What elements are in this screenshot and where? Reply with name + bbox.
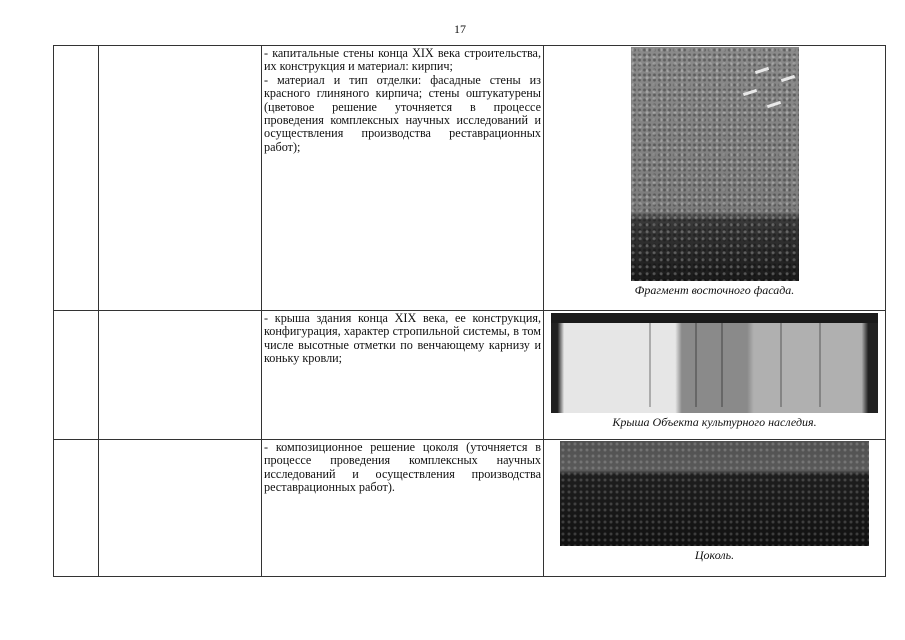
description-cell	[262, 311, 544, 440]
feature-roof-text: - крыша здания конца XIX века, ее конструкция, конфигурация, характер стропильной системы, в том числе высотные отметки по венчающему карнизу и коньку кровли;	[264, 311, 541, 366]
protected-features-table	[53, 45, 886, 577]
table-row	[54, 46, 886, 311]
plinth-photo	[560, 441, 869, 546]
number-cell	[54, 311, 99, 440]
number-cell	[54, 46, 99, 311]
table-row	[54, 440, 886, 577]
east-facade-photo	[631, 47, 799, 281]
name-cell	[99, 311, 262, 440]
name-cell	[99, 46, 262, 311]
number-cell	[54, 440, 99, 577]
page-number: 17	[454, 22, 466, 36]
image-cell	[544, 46, 886, 311]
plinth-caption: Цоколь.	[694, 548, 735, 562]
name-cell	[99, 440, 262, 577]
roof-photo	[551, 313, 878, 413]
feature-plinth-text: - композиционное решение цоколя (уточняется в процессе проведения комплексных научных исследований и осуществления производства реставрационных работ).	[264, 440, 541, 495]
roof-caption: Крыша Объекта культурного наследия.	[612, 415, 817, 429]
feature-walls-text: - капитальные стены конца XIX века строительства, их конструкция и материал: кирпич;	[264, 46, 541, 74]
table-row	[54, 311, 886, 440]
description-cell	[262, 440, 544, 577]
image-cell	[544, 440, 886, 577]
image-cell	[544, 311, 886, 440]
feature-finish-text: - материал и тип отделки: фасадные стены из красного глиняного кирпича; стены оштукатурены (цветовое решение уточняется в процессе проведения комплексных научных исследований и осуществления производства реставрационных работ);	[264, 72, 541, 154]
east-facade-caption: Фрагмент восточного фасада.	[634, 283, 795, 297]
description-cell	[262, 46, 544, 311]
